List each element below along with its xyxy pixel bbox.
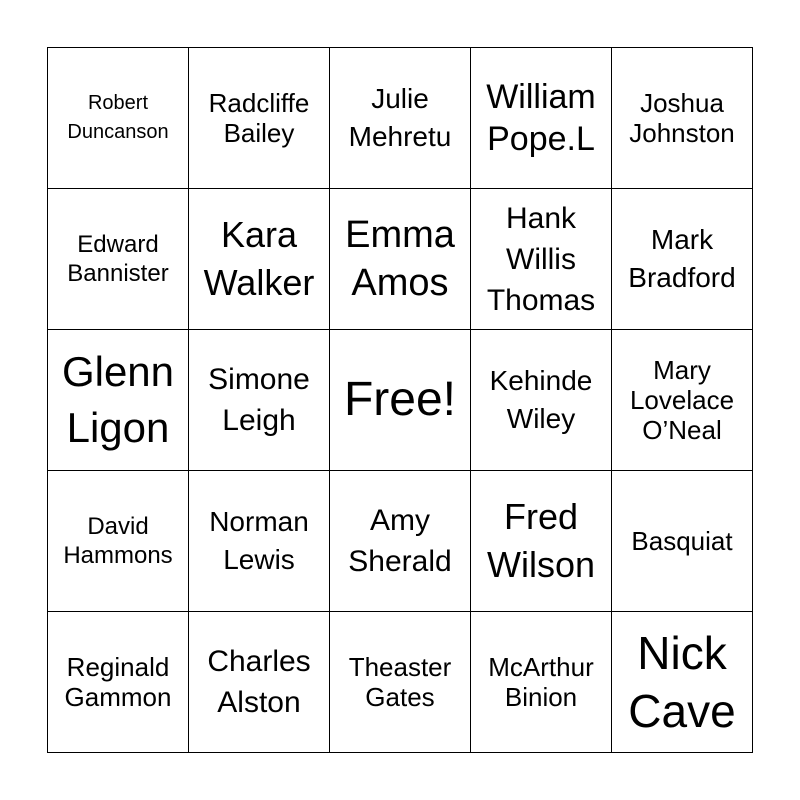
cell-label: Theaster Gates [348, 652, 452, 712]
bingo-cell[interactable] [330, 189, 471, 330]
bingo-cell[interactable] [471, 48, 612, 189]
cell-label: Basquiat [631, 526, 733, 556]
cell-label: Julie Mehretu [348, 83, 452, 152]
cell-label: Glenn Ligon [61, 348, 175, 451]
bingo-board [47, 47, 753, 753]
bingo-cell[interactable] [471, 612, 612, 753]
cell-label: Edward Bannister [67, 231, 169, 287]
bingo-cell[interactable] [189, 330, 330, 471]
cell-label: Reginald Gammon [64, 652, 172, 712]
cell-label: William Pope.L [486, 78, 596, 158]
cell-label: Hank Willis Thomas [486, 201, 596, 317]
bingo-cell[interactable] [330, 612, 471, 753]
cell-label: David Hammons [63, 513, 173, 569]
cell-label: Charles Alston [207, 645, 311, 719]
bingo-cell[interactable] [48, 471, 189, 612]
bingo-cell[interactable] [48, 330, 189, 471]
bingo-cell[interactable] [189, 471, 330, 612]
bingo-cell[interactable] [471, 471, 612, 612]
cell-label: Kara Walker [203, 214, 315, 303]
cell-label: Robert Duncanson [67, 92, 169, 143]
bingo-cell[interactable] [189, 612, 330, 753]
cell-label: Amy Sherald [348, 504, 452, 578]
cell-label: Kehinde Wiley [489, 365, 593, 434]
bingo-cell[interactable] [48, 48, 189, 189]
cell-label: Mary Lovelace O’Neal [629, 355, 735, 445]
cell-label: Fred Wilson [486, 496, 596, 585]
cell-label: Nick Cave [628, 627, 736, 737]
bingo-cell[interactable] [48, 612, 189, 753]
bingo-cell[interactable] [612, 612, 753, 753]
cell-label: Joshua Johnston [629, 88, 735, 148]
free-label: Free! [343, 373, 457, 426]
bingo-cell[interactable] [612, 330, 753, 471]
free-cell[interactable] [330, 330, 471, 471]
cell-label: Emma Amos [345, 214, 455, 304]
bingo-cell[interactable] [48, 189, 189, 330]
bingo-cell[interactable] [330, 471, 471, 612]
bingo-cell[interactable] [612, 48, 753, 189]
bingo-cell[interactable] [471, 330, 612, 471]
cell-label: Norman Lewis [209, 506, 309, 575]
cell-label: Radcliffe Bailey [208, 88, 310, 148]
cell-label: Mark Bradford [628, 224, 736, 293]
bingo-cell[interactable] [612, 189, 753, 330]
cell-label: Simone Leigh [208, 363, 310, 437]
bingo-cell[interactable] [471, 189, 612, 330]
bingo-cell[interactable] [612, 471, 753, 612]
cell-label: McArthur Binion [488, 652, 594, 712]
bingo-cell[interactable] [189, 48, 330, 189]
bingo-cell[interactable] [189, 189, 330, 330]
bingo-cell[interactable] [330, 48, 471, 189]
